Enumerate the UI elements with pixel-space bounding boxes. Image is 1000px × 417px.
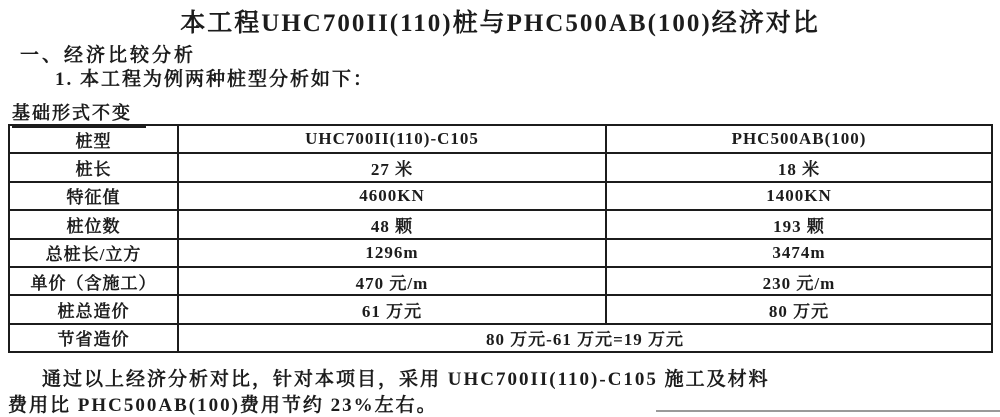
row-label-cell: 单价（含施工）	[9, 267, 178, 295]
row-label-cell: 特征值	[9, 182, 178, 210]
uhc-value-cell: 27 米	[178, 153, 606, 181]
uhc-value-cell: 48 颗	[178, 210, 606, 238]
uhc-value-cell: 4600KN	[178, 182, 606, 210]
document-title: 本工程UHC700II(110)桩与PHC500AB(100)经济对比	[180, 10, 820, 37]
row-label-cell: 总桩长/立方	[9, 239, 178, 267]
phc-value-cell: 193 颗	[606, 210, 992, 238]
phc-value-cell: 3474m	[606, 239, 992, 267]
table-row	[9, 153, 992, 181]
conclusion-paragraph-line2: 费用比 PHC500AB(100)费用节约 23%左右。	[8, 395, 438, 416]
sub-heading: 1. 本工程为例两种桩型分析如下：	[55, 69, 375, 90]
uhc-value-cell: 1296m	[178, 239, 606, 267]
table-caption: 基础形式不变	[12, 99, 146, 128]
table-row	[9, 239, 992, 267]
section-heading: 一、经济比较分析	[20, 45, 197, 66]
row-label-cell: 桩位数	[9, 210, 178, 238]
conclusion-paragraph-line1: 通过以上经济分析对比，针对本项目，采用 UHC700II(110)-C105 施工及材料	[42, 369, 770, 390]
table-row	[9, 267, 992, 295]
uhc-value-cell: 61 万元	[178, 295, 606, 323]
phc-value-cell: 18 米	[606, 153, 992, 181]
table-row-summary	[9, 324, 992, 352]
table-row	[9, 295, 992, 323]
phc-value-cell: 1400KN	[606, 182, 992, 210]
table-row	[9, 210, 992, 238]
uhc-header-cell: UHC700II(110)-C105	[178, 125, 606, 153]
uhc-value-cell: 470 元/m	[178, 267, 606, 295]
savings-merged-cell: 80 万元-61 万元=19 万元	[178, 324, 992, 352]
row-label-cell: 桩长	[9, 153, 178, 181]
phc-header-cell: PHC500AB(100)	[606, 125, 992, 153]
table-row	[9, 182, 992, 210]
comparison-table	[8, 124, 993, 353]
phc-value-cell: 230 元/m	[606, 267, 992, 295]
row-label-cell: 节省造价	[9, 324, 178, 352]
row-label-cell: 桩型	[9, 125, 178, 153]
partial-next-table-border	[656, 410, 1000, 412]
phc-value-cell: 80 万元	[606, 295, 992, 323]
table-row-header	[9, 125, 992, 153]
row-label-cell: 桩总造价	[9, 295, 178, 323]
